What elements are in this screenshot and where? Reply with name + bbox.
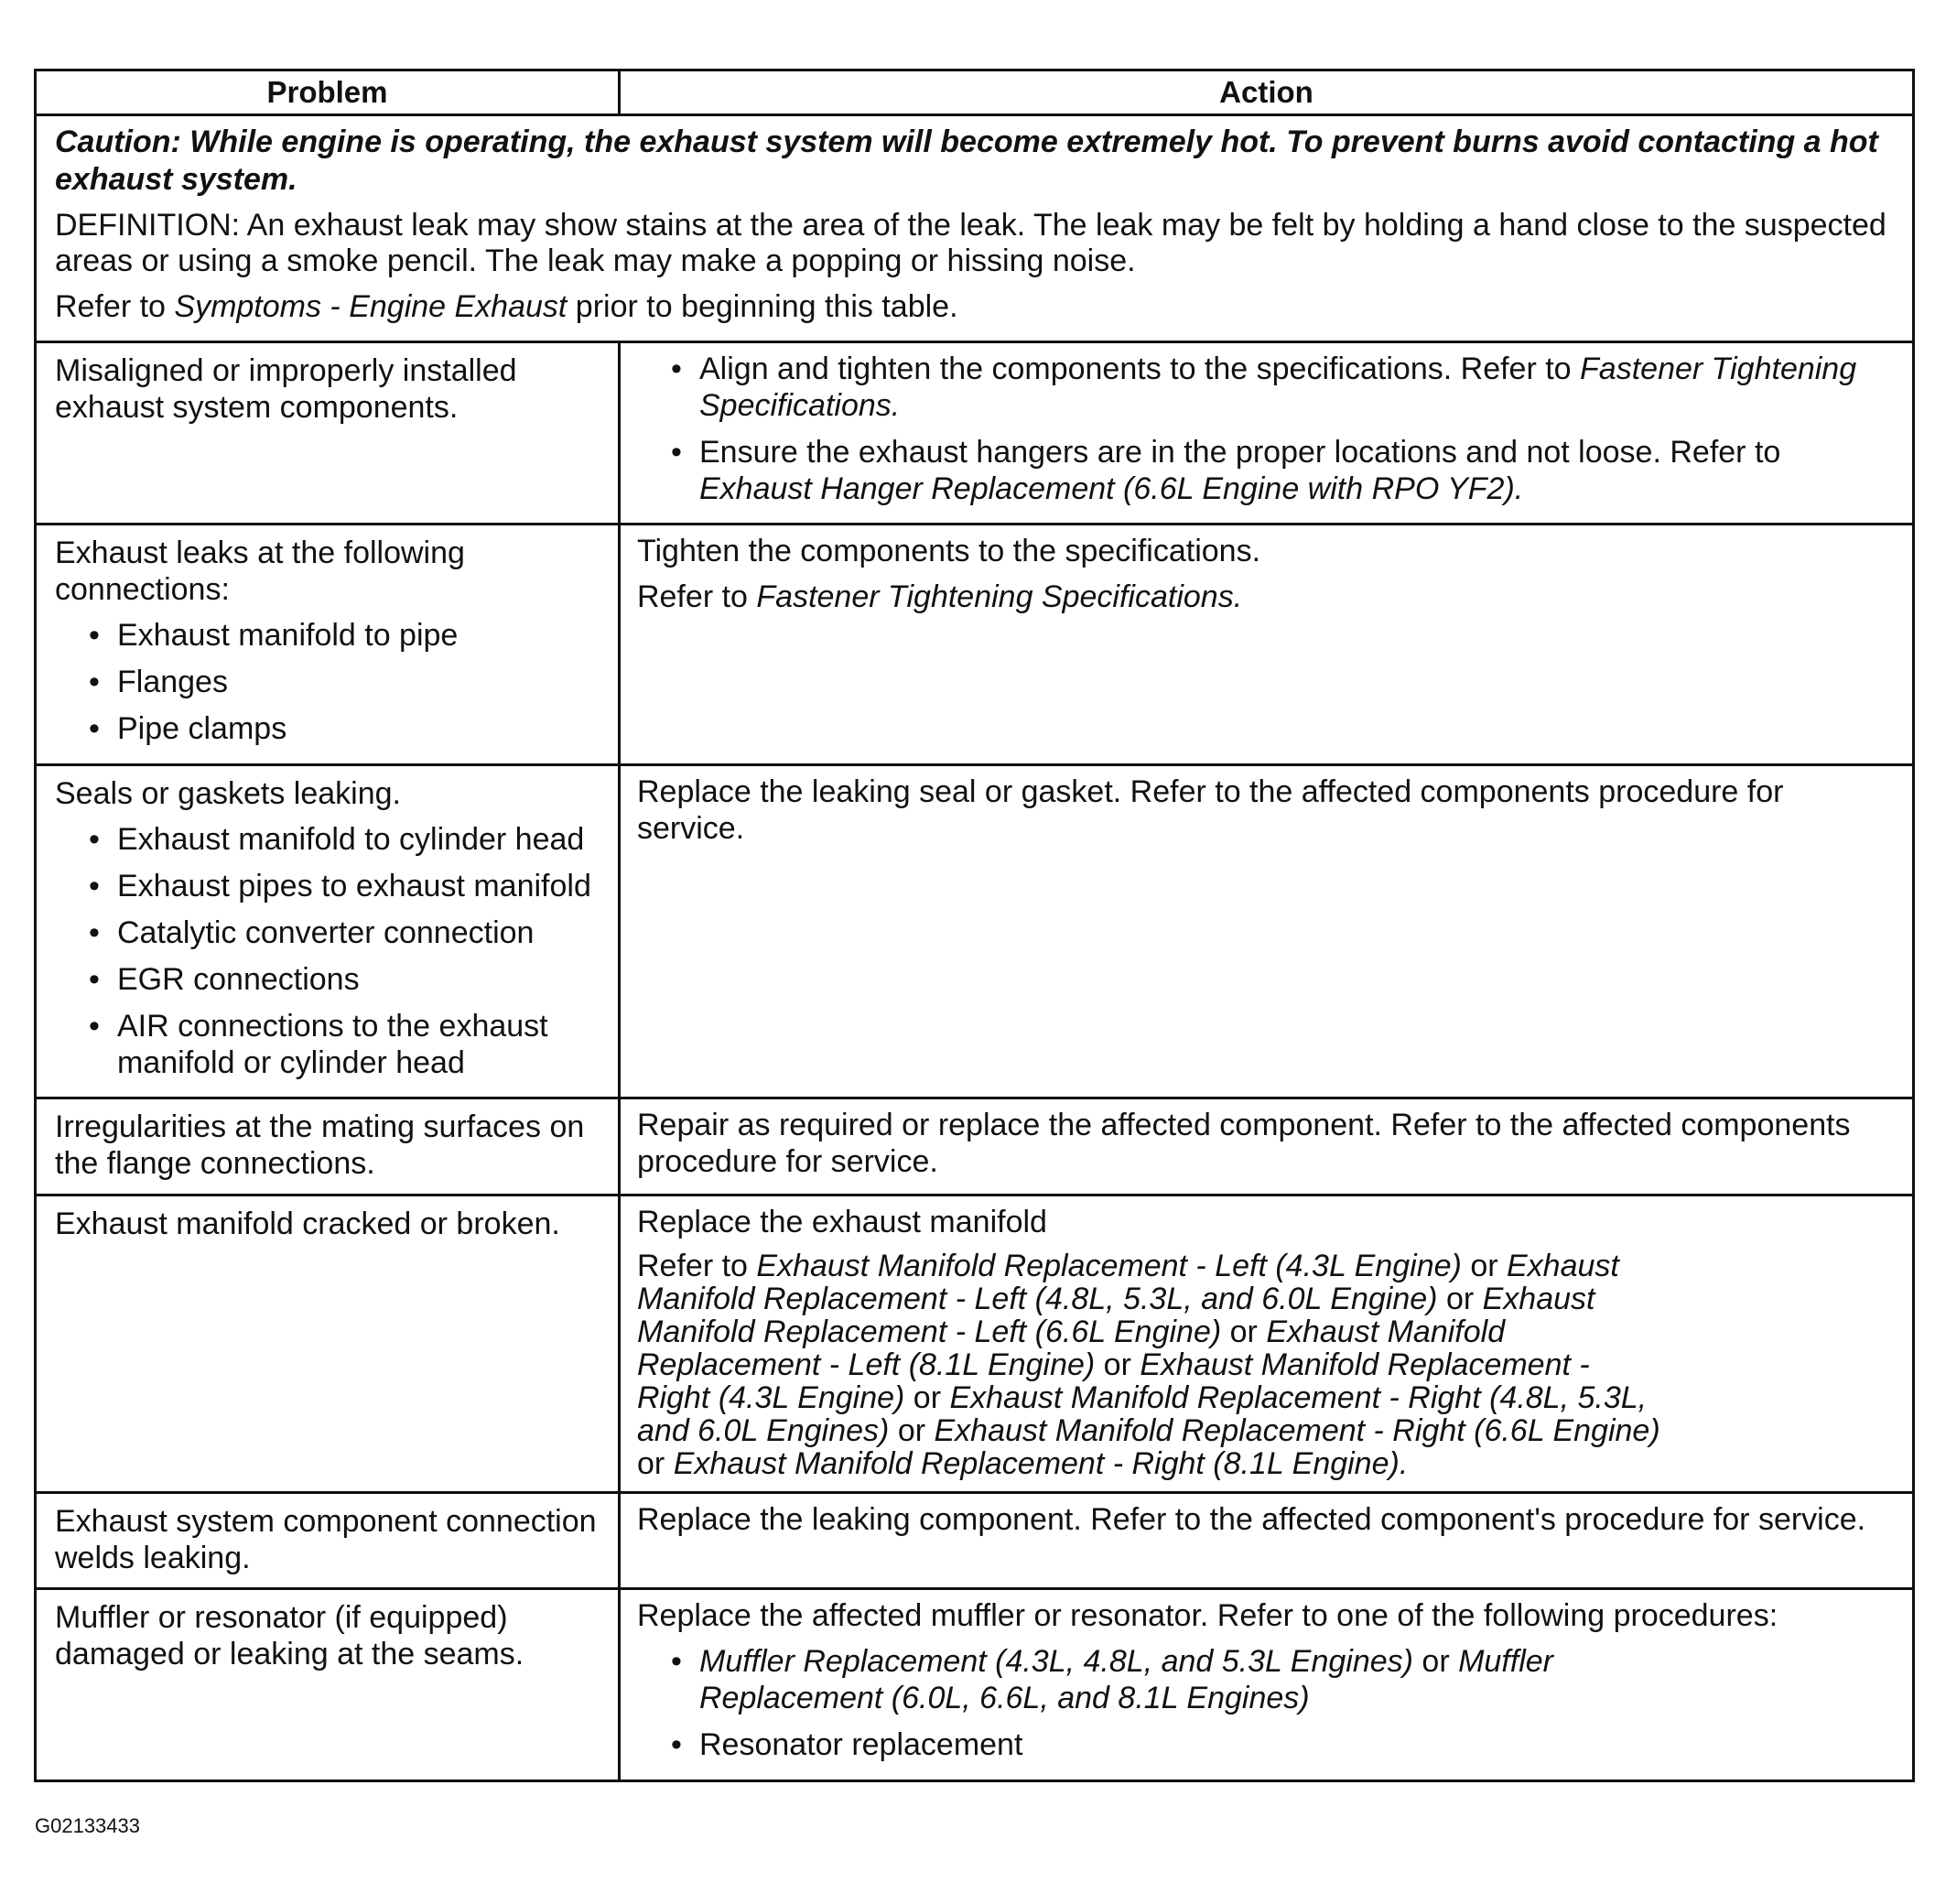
list-item <box>637 434 1896 507</box>
problem-cell <box>36 1098 620 1195</box>
table-row <box>36 1098 1914 1195</box>
action-reference: Exhaust Manifold Replacement - Right (4.3L Engine) <box>637 1347 1590 1415</box>
or-text: or <box>1461 1248 1507 1283</box>
intro-cell <box>36 115 1914 342</box>
header-row <box>36 70 1914 115</box>
action-text: Replace the leaking component. Refer to the affected component's procedure for service. <box>637 1501 1866 1537</box>
table-row <box>36 764 1914 1098</box>
table-row <box>36 1492 1914 1588</box>
or-text: or <box>1437 1281 1483 1316</box>
action-cell <box>620 1589 1914 1780</box>
action-reference: Fastener Tightening Specifications. <box>756 579 1243 615</box>
symptoms-reference: Symptoms - Engine Exhaust <box>174 289 568 325</box>
action-cell <box>620 1098 1914 1195</box>
action-text: Replace the leaking seal or gasket. Refer to the affected components procedure for service. <box>637 774 1784 846</box>
or-text: or <box>1221 1314 1267 1349</box>
action-reference: Exhaust Manifold Replacement - Right (4.8L, 5.3L, and 6.0L Engines) <box>637 1379 1648 1448</box>
list-item: • Catalytic converter connection <box>55 914 601 951</box>
list-item <box>637 351 1896 424</box>
action-reference: Fastener Tightening Specifications. <box>699 351 1857 423</box>
list-item: • Flanges <box>55 664 601 700</box>
table-row <box>36 1195 1914 1492</box>
action-cell <box>620 341 1914 524</box>
problem-text: Exhaust leaks at the following connections: <box>55 536 465 608</box>
refer-prefix: Refer to <box>55 289 175 325</box>
problem-cell <box>36 764 620 1098</box>
problem-text: Misaligned or improperly installed exhaust system components. <box>55 352 517 425</box>
problem-cell <box>36 525 620 765</box>
or-text: or <box>637 1445 674 1481</box>
action-reference: Exhaust Hanger Replacement (6.6L Engine with RPO YF2). <box>699 471 1524 506</box>
problem-cell <box>36 341 620 524</box>
action-cell <box>620 1492 1914 1588</box>
problem-text: Exhaust system component connection welds leaking. <box>55 1503 597 1575</box>
problem-text: Irregularities at the mating surfaces on the flange connections. <box>55 1109 585 1182</box>
problem-cell <box>36 1195 620 1492</box>
or-text: or <box>1095 1347 1140 1382</box>
list-item: • Pipe clamps <box>55 710 601 747</box>
list-item: • Resonator replacement <box>637 1726 1896 1763</box>
action-text: Align and tighten the components to the specifications. Refer to <box>699 351 1581 386</box>
problem-list <box>55 617 601 747</box>
list-item: • Exhaust manifold to pipe <box>55 617 601 654</box>
intro-refer-text <box>55 288 1894 325</box>
action-reference: Muffler Replacement (6.0L, 6.6L, and 8.1L Engines) <box>699 1644 1554 1716</box>
problem-text: Exhaust manifold cracked or broken. <box>55 1206 560 1241</box>
or-text: or <box>904 1379 950 1415</box>
caution-text: Caution: While engine is operating, the exhaust system will become extremely hot. To prevent burns avoid contacting a hot exhaust system. <box>55 124 1878 197</box>
list-item: • EGR connections <box>55 961 601 998</box>
definition-text: DEFINITION: An exhaust leak may show stains at the area of the leak. The leak may be felt by holding a hand close to the suspected areas or using a smoke pencil. The leak may make a popping or hissing noise. <box>55 207 1886 279</box>
action-text: Repair as required or replace the affected component. Refer to the affected components procedure for service. <box>637 1108 1851 1180</box>
problem-cell <box>36 1589 620 1780</box>
or-text: or <box>1412 1644 1459 1680</box>
action-refer <box>637 579 1896 615</box>
manifold-references <box>637 1250 1896 1480</box>
problem-cell <box>36 1492 620 1588</box>
diagnostic-table <box>34 69 1915 1782</box>
table-row <box>36 1589 1914 1780</box>
action-reference: Exhaust Manifold Replacement - Right (6.6L Engine) <box>934 1412 1660 1448</box>
action-reference: Exhaust Manifold Replacement - Left (4.3L Engine) <box>756 1248 1462 1283</box>
action-cell <box>620 764 1914 1098</box>
problem-text: Seals or gaskets leaking. <box>55 775 401 811</box>
refer-prefix: Refer to <box>637 1248 757 1283</box>
action-reference: Exhaust Manifold Replacement - Right (8.1L Engine). <box>673 1445 1409 1481</box>
action-reference: Muffler Replacement (4.3L, 4.8L, and 5.3L Engines) <box>699 1644 1413 1680</box>
list-item: • Exhaust pipes to exhaust manifold <box>55 868 601 904</box>
action-cell <box>620 525 1914 765</box>
action-reference: Exhaust Manifold Replacement - Left (4.8L, 5.3L, and 6.0L Engine) <box>637 1248 1619 1316</box>
action-text: Ensure the exhaust hangers are in the proper locations and not loose. Refer to <box>699 434 1781 470</box>
action-text: Tighten the components to the specifications. <box>637 534 1261 569</box>
list-item <box>637 1643 1896 1716</box>
list-item: • AIR connections to the exhaust manifold or cylinder head <box>55 1008 601 1081</box>
refer-prefix: Refer to <box>637 579 757 615</box>
list-item: • Exhaust manifold to cylinder head <box>55 821 601 858</box>
or-text: or <box>889 1412 935 1448</box>
figure-code: G02133433 <box>35 1814 140 1837</box>
problem-column-header: Problem <box>36 70 620 115</box>
action-reference: Exhaust Manifold Replacement - Left (8.1L Engine) <box>637 1314 1506 1382</box>
action-list <box>637 351 1896 507</box>
table-row <box>36 341 1914 524</box>
action-list <box>637 1643 1896 1763</box>
table-row <box>36 525 1914 765</box>
intro-row <box>36 115 1914 342</box>
action-text: Replace the exhaust manifold <box>637 1204 1047 1239</box>
problem-list <box>55 821 601 1082</box>
action-text: Replace the affected muffler or resonator. Refer to one of the following procedures: <box>637 1598 1778 1634</box>
action-column-header: Action <box>620 70 1914 115</box>
refer-suffix: prior to beginning this table. <box>567 289 958 325</box>
action-cell <box>620 1195 1914 1492</box>
problem-text: Muffler or resonator (if equipped) damaged or leaking at the seams. <box>55 1600 524 1672</box>
action-reference: Exhaust Manifold Replacement - Left (6.6L Engine) <box>637 1281 1595 1349</box>
